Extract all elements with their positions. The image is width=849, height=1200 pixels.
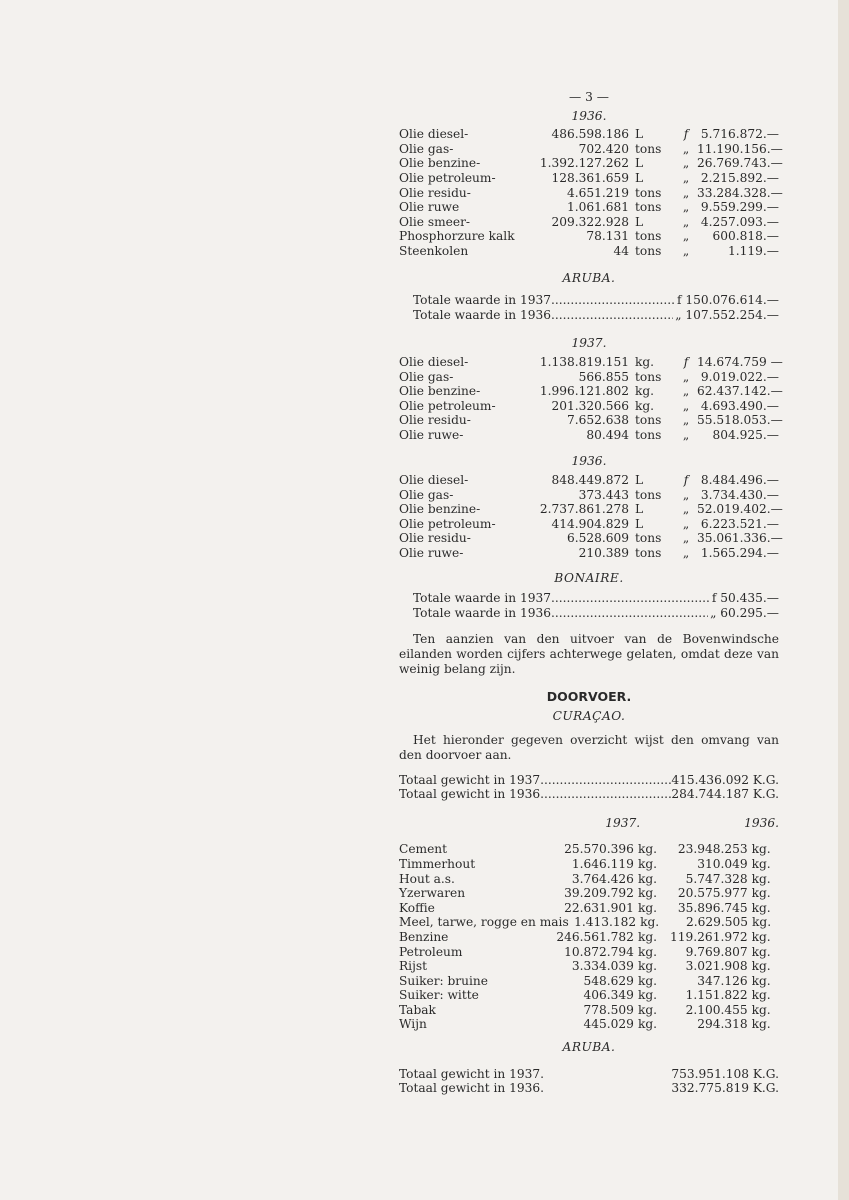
total-label: Totaal gewicht in 1937. xyxy=(399,1066,545,1081)
total-row xyxy=(399,308,779,323)
item-name: Olie petroleum- xyxy=(399,170,496,185)
item-name: Olie gas- xyxy=(399,487,454,502)
table-row xyxy=(399,988,779,1003)
bovenwindsche-note: Ten aanzien van den uitvoer van de Bovenwindsche eilanden worden cijfers achterwege gelaten, omdat deze van weinig belang zijn. xyxy=(399,632,779,676)
table-row xyxy=(399,1017,779,1032)
total-amount: „ 107.552.254.— xyxy=(675,307,779,322)
quantity-1937: 39.209.792 xyxy=(564,886,634,901)
item-value: 35.061.336.— xyxy=(697,531,783,546)
item-name: Steenkolen xyxy=(399,243,469,258)
item-unit: L xyxy=(635,156,644,171)
unit-1936: kg. xyxy=(751,1002,771,1017)
currency-mark: „ xyxy=(682,369,690,384)
item-name: Koffie xyxy=(399,900,435,915)
total-amount: 753.951.108 K.G. xyxy=(671,1066,779,1081)
item-quantity: 1.392.127.262 xyxy=(539,156,629,171)
item-unit: tons xyxy=(635,369,662,384)
unit-1936: kg. xyxy=(751,973,771,988)
item-value: 9.559.299.— xyxy=(700,200,779,215)
item-quantity: 7.652.638 xyxy=(566,413,629,428)
item-name: Hout a.s. xyxy=(399,871,455,886)
item-quantity: 848.449.872 xyxy=(551,473,629,488)
unit-1937: kg. xyxy=(637,988,657,1003)
unit-1937: kg. xyxy=(637,871,657,886)
item-name: Tabak xyxy=(399,1002,436,1017)
item-unit: kg. xyxy=(635,384,655,399)
dot-leader xyxy=(551,293,675,308)
item-unit: tons xyxy=(635,413,662,428)
table-row xyxy=(399,200,779,215)
item-quantity: 1.996.121.802 xyxy=(539,384,629,399)
quantity-1936: 294.318 xyxy=(697,1017,748,1032)
total-label: Totaal gewicht in 1936 xyxy=(399,787,541,802)
currency-mark: „ xyxy=(682,156,690,171)
item-quantity: 2.737.861.278 xyxy=(539,502,629,517)
quantity-1936: 3.021.908 xyxy=(685,959,748,974)
total-row xyxy=(399,293,779,308)
total-row xyxy=(399,591,779,606)
unit-1937: kg. xyxy=(637,1017,657,1032)
transit-table-curacao xyxy=(399,842,779,1032)
table-row xyxy=(399,517,779,532)
item-name: Olie diesel- xyxy=(399,354,469,369)
unit-1936: kg. xyxy=(751,988,771,1003)
export-table-aruba-1937 xyxy=(399,354,783,443)
currency-mark: „ xyxy=(682,502,690,517)
currency-mark: „ xyxy=(682,546,690,561)
unit-1937: kg. xyxy=(637,842,657,857)
item-name: Meel, tarwe, rogge en mais xyxy=(399,915,569,930)
unit-1936: kg. xyxy=(751,944,771,959)
item-value: 11.190.156.— xyxy=(697,141,783,156)
item-value: 62.437.142.— xyxy=(697,384,783,399)
quantity-1937: 22.631.901 xyxy=(564,900,634,915)
item-name: Olie diesel- xyxy=(399,473,469,488)
table-row xyxy=(399,488,779,503)
item-unit: tons xyxy=(635,546,662,561)
dot-leader xyxy=(551,606,708,621)
currency-mark: f xyxy=(683,354,689,369)
page-number: — 3 — xyxy=(569,90,609,104)
total-label: Totale waarde in 1937 xyxy=(413,591,551,606)
total-label: Totaal gewicht in 1936. xyxy=(399,1081,545,1096)
table-row xyxy=(399,945,779,960)
currency-mark: „ xyxy=(682,384,690,399)
table-row xyxy=(399,872,779,887)
item-name: Olie ruwe- xyxy=(399,546,464,561)
table-row xyxy=(399,842,779,857)
table-row xyxy=(399,886,779,901)
item-value: 26.769.743.— xyxy=(697,156,783,171)
unit-1937: kg. xyxy=(637,856,657,871)
item-value: 55.518.053.— xyxy=(697,413,783,428)
currency-mark: „ xyxy=(682,516,690,531)
item-unit: L xyxy=(635,473,644,488)
unit-1937: kg. xyxy=(637,973,657,988)
table-row xyxy=(399,127,779,142)
item-value: 600.818.— xyxy=(712,229,779,244)
item-value: 1.119.— xyxy=(728,243,779,258)
item-value: 9.019.022.— xyxy=(700,369,779,384)
table-row xyxy=(399,915,779,930)
item-unit: L xyxy=(635,516,644,531)
unit-1936: kg. xyxy=(751,842,771,857)
quantity-1937: 1.646.119 xyxy=(571,856,634,871)
quantity-1937: 406.349 xyxy=(583,988,634,1003)
total-amount: 332.775.819 K.G. xyxy=(671,1081,779,1096)
item-name: Olie gas- xyxy=(399,141,454,156)
total-amount: 415.436.092 K.G. xyxy=(671,772,779,787)
total-amount: 284.744.187 K.G. xyxy=(671,787,779,802)
total-label: Totaal gewicht in 1937 xyxy=(399,772,541,787)
item-name: Olie residu- xyxy=(399,185,471,200)
section-title-bonaire: BONAIRE. xyxy=(554,570,624,585)
item-name: Olie benzine- xyxy=(399,384,481,399)
quantity-1936: 35.896.745 xyxy=(677,900,748,915)
unit-1936: kg. xyxy=(751,929,771,944)
item-name: Olie petroleum- xyxy=(399,516,496,531)
unit-1936: kg. xyxy=(751,871,771,886)
quantity-1937: 3.334.039 xyxy=(571,959,634,974)
table-row xyxy=(399,857,779,872)
total-row xyxy=(399,1067,779,1082)
item-unit: L xyxy=(635,502,644,517)
doorvoer-aruba-totals xyxy=(399,1067,779,1096)
item-unit: kg. xyxy=(635,354,655,369)
table-row xyxy=(399,229,779,244)
table-row xyxy=(399,531,783,546)
year-heading: 1936. xyxy=(571,108,607,123)
unit-1937: kg. xyxy=(637,944,657,959)
item-name: Rijst xyxy=(399,959,428,974)
item-quantity: 210.389 xyxy=(578,546,629,561)
item-name: Cement xyxy=(399,842,448,857)
unit-1936: kg. xyxy=(751,1017,771,1032)
currency-mark: „ xyxy=(682,170,690,185)
dot-leader xyxy=(540,773,671,788)
item-quantity: 702.420 xyxy=(578,141,629,156)
transit-column-headers xyxy=(399,816,779,831)
quantity-1936: 119.261.972 xyxy=(670,929,748,944)
item-quantity: 566.855 xyxy=(578,369,629,384)
currency-mark: „ xyxy=(682,398,690,413)
currency-mark: „ xyxy=(682,427,690,442)
table-row xyxy=(399,215,779,230)
item-unit: tons xyxy=(635,427,662,442)
item-value: 4.257.093.— xyxy=(700,214,779,229)
section-title-curacao: CURAÇAO. xyxy=(552,708,626,723)
total-gap xyxy=(544,1067,671,1082)
item-unit: kg. xyxy=(635,398,655,413)
item-value: 14.674.759 — xyxy=(697,354,783,369)
currency-mark: „ xyxy=(682,214,690,229)
quantity-1936: 310.049 xyxy=(697,856,748,871)
total-row xyxy=(399,1081,779,1096)
item-value: 4.693.490.— xyxy=(700,398,779,413)
year-heading: 1937. xyxy=(571,336,607,351)
export-table-curacao-1936 xyxy=(399,127,783,258)
total-label: Totale waarde in 1936 xyxy=(413,605,551,620)
total-amount: f 150.076.614.— xyxy=(677,293,779,308)
total-label: Totale waarde in 1936 xyxy=(413,307,551,322)
item-name: Olie gas- xyxy=(399,369,454,384)
table-row xyxy=(399,974,779,989)
item-name: Suiker: witte xyxy=(399,988,479,1003)
item-quantity: 44 xyxy=(613,243,629,258)
aruba-totals xyxy=(399,293,779,322)
doorvoer-curacao-totals xyxy=(399,773,779,802)
dot-leader xyxy=(551,308,673,323)
item-quantity: 209.322.928 xyxy=(551,214,629,229)
item-quantity: 486.598.186 xyxy=(551,127,629,142)
table-row xyxy=(399,1003,779,1018)
table-row xyxy=(399,413,783,428)
section-title-aruba: ARUBA. xyxy=(562,270,616,285)
item-name: Olie petroleum- xyxy=(399,398,496,413)
item-quantity: 1.138.819.151 xyxy=(539,354,629,369)
item-quantity: 78.131 xyxy=(586,229,629,244)
currency-mark: „ xyxy=(682,243,690,258)
item-name: Yzerwaren xyxy=(399,886,466,901)
table-row xyxy=(399,141,783,157)
total-amount: f 50.435.— xyxy=(711,591,779,606)
table-row xyxy=(399,399,779,414)
table-row xyxy=(399,930,779,945)
table-row xyxy=(399,384,783,399)
quantity-1937: 445.029 xyxy=(583,1017,634,1032)
table-row xyxy=(399,473,779,488)
unit-1937: kg. xyxy=(637,1002,657,1017)
table-row xyxy=(399,959,779,974)
item-name: Olie benzine- xyxy=(399,502,481,517)
quantity-1936: 2.629.505 xyxy=(685,915,749,930)
table-row xyxy=(399,428,779,443)
item-value: 33.284.328.— xyxy=(697,185,783,200)
table-row xyxy=(399,244,779,259)
unit-1936: kg. xyxy=(751,900,771,915)
item-quantity: 80.494 xyxy=(586,427,629,442)
unit-1936: kg. xyxy=(752,915,772,930)
export-table-aruba-1936 xyxy=(399,473,783,561)
item-quantity: 4.651.219 xyxy=(566,185,629,200)
unit-1936: kg. xyxy=(751,886,771,901)
quantity-1937: 1.413.182 xyxy=(574,915,637,930)
currency-mark: „ xyxy=(682,141,690,156)
total-amount: „ 60.295.— xyxy=(710,605,779,620)
item-quantity: 201.320.566 xyxy=(551,398,629,413)
quantity-1936: 23.948.253 xyxy=(677,842,748,857)
item-name: Phosphorzure kalk xyxy=(399,229,515,244)
item-unit: tons xyxy=(635,200,662,215)
item-name: Benzine xyxy=(399,929,449,944)
item-name: Petroleum xyxy=(399,944,463,959)
total-gap xyxy=(544,1081,671,1096)
item-name: Olie ruwe xyxy=(399,200,460,215)
quantity-1936: 347.126 xyxy=(697,973,748,988)
quantity-1936: 5.747.328 xyxy=(685,871,748,886)
table-row xyxy=(399,354,783,370)
page-content xyxy=(399,90,783,1096)
item-name: Timmerhout xyxy=(399,856,476,871)
item-unit: tons xyxy=(635,487,662,502)
dot-leader xyxy=(540,787,671,802)
item-name: Suiker: bruine xyxy=(399,973,488,988)
dot-leader xyxy=(551,591,710,606)
item-value: 52.019.402.— xyxy=(697,502,783,517)
currency-mark: „ xyxy=(682,487,690,502)
item-quantity: 6.528.609 xyxy=(566,531,629,546)
item-name: Olie ruwe- xyxy=(399,427,464,442)
table-row xyxy=(399,502,783,517)
item-unit: L xyxy=(635,170,644,185)
item-value: 6.223.521.— xyxy=(700,516,779,531)
item-value: 5.716.872.— xyxy=(700,127,779,142)
item-unit: tons xyxy=(635,185,662,200)
quantity-1937: 548.629 xyxy=(583,973,634,988)
section-heading-doorvoer: DOORVOER. xyxy=(546,689,632,705)
unit-1937: kg. xyxy=(637,886,657,901)
item-name: Olie smeer- xyxy=(399,214,471,229)
item-quantity: 414.904.829 xyxy=(551,516,629,531)
item-unit: tons xyxy=(635,141,662,156)
quantity-1937: 10.872.794 xyxy=(564,944,634,959)
column-header-1937: 1937. xyxy=(605,815,641,830)
item-value: 8.484.496.— xyxy=(700,473,779,488)
item-quantity: 1.061.681 xyxy=(566,200,629,215)
bonaire-totals xyxy=(399,591,779,620)
currency-mark: f xyxy=(683,473,689,488)
item-unit: tons xyxy=(635,531,662,546)
item-value: 2.215.892.— xyxy=(700,170,779,185)
item-name: Olie benzine- xyxy=(399,156,481,171)
currency-mark: „ xyxy=(682,185,690,200)
item-unit: tons xyxy=(635,229,662,244)
table-row xyxy=(399,370,779,385)
total-row xyxy=(399,773,779,788)
unit-1937: kg. xyxy=(640,915,660,930)
currency-mark: „ xyxy=(682,531,690,546)
column-header-1936: 1936. xyxy=(744,815,779,830)
currency-mark: f xyxy=(683,127,689,142)
section-title-aruba-doorvoer: ARUBA. xyxy=(562,1040,616,1055)
currency-mark: „ xyxy=(682,413,690,428)
unit-1937: kg. xyxy=(637,959,657,974)
quantity-1937: 25.570.396 xyxy=(564,842,634,857)
unit-1936: kg. xyxy=(751,959,771,974)
item-value: 1.565.294.— xyxy=(700,546,779,561)
quantity-1937: 3.764.426 xyxy=(571,871,634,886)
quantity-1936: 20.575.977 xyxy=(677,886,748,901)
table-row xyxy=(399,546,779,561)
item-quantity: 373.443 xyxy=(578,487,629,502)
currency-mark: „ xyxy=(682,200,690,215)
quantity-1936: 9.769.807 xyxy=(685,944,748,959)
item-name: Wijn xyxy=(399,1017,427,1032)
table-row xyxy=(399,171,779,186)
table-row xyxy=(399,185,783,201)
item-unit: L xyxy=(635,127,644,142)
item-name: Olie diesel- xyxy=(399,127,469,142)
total-label: Totale waarde in 1937 xyxy=(413,293,551,308)
unit-1937: kg. xyxy=(637,929,657,944)
table-row xyxy=(399,156,783,171)
item-unit: tons xyxy=(635,243,662,258)
unit-1936: kg. xyxy=(751,856,771,871)
item-name: Olie residu- xyxy=(399,413,471,428)
item-unit: L xyxy=(635,214,644,229)
quantity-1936: 2.100.455 xyxy=(685,1002,748,1017)
item-name: Olie residu- xyxy=(399,531,471,546)
total-row xyxy=(399,787,779,802)
item-value: 804.925.— xyxy=(712,427,779,442)
unit-1937: kg. xyxy=(637,900,657,915)
page-edge xyxy=(838,0,849,1200)
quantity-1937: 246.561.782 xyxy=(556,929,634,944)
table-row xyxy=(399,901,779,916)
item-value: 3.734.430.— xyxy=(700,487,779,502)
year-heading: 1936. xyxy=(571,454,607,469)
doorvoer-intro: Het hieronder gegeven overzicht wijst den omvang van den doorvoer aan. xyxy=(399,733,779,762)
quantity-1937: 778.509 xyxy=(583,1002,634,1017)
total-row xyxy=(399,606,779,621)
item-quantity: 128.361.659 xyxy=(551,170,629,185)
quantity-1936: 1.151.822 xyxy=(685,988,748,1003)
currency-mark: „ xyxy=(682,229,690,244)
